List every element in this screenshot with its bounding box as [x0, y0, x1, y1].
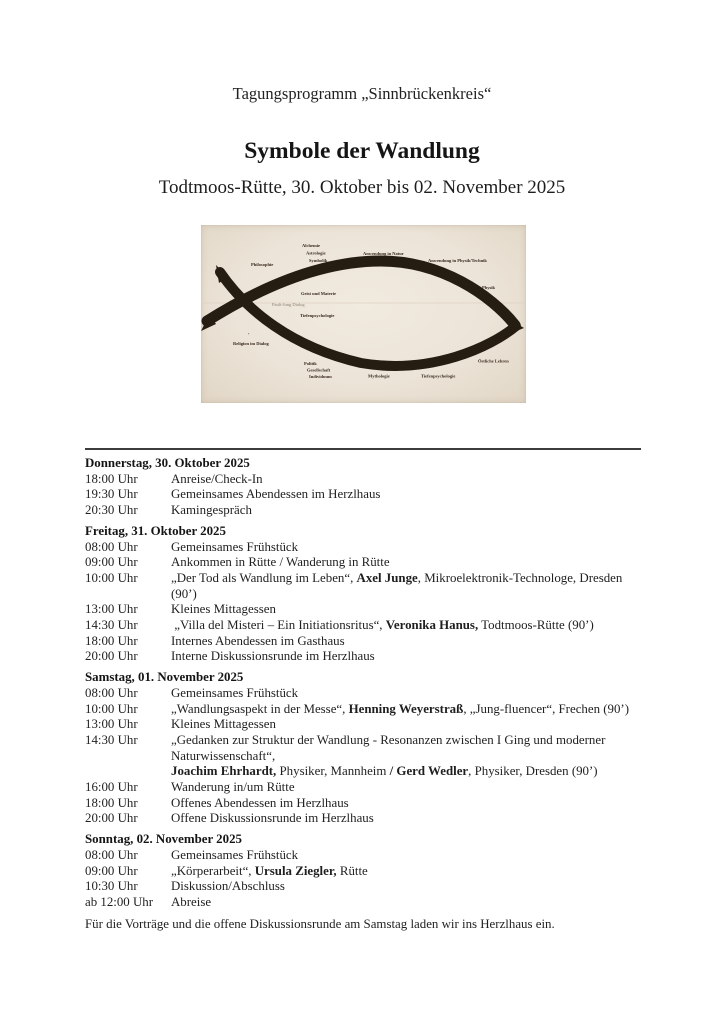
- schedule-description-line: [171, 649, 375, 665]
- schedule-time: 18:00 Uhr: [85, 795, 138, 810]
- schedule-description-line: [171, 503, 252, 519]
- schedule-description: [171, 879, 285, 895]
- schedule-row: [85, 864, 695, 880]
- schedule-description: [171, 487, 380, 503]
- day-section: [85, 670, 695, 827]
- description-text: Physiker, Mannheim: [276, 764, 390, 779]
- schedule-description-line: [171, 555, 390, 571]
- schedule-description-line: [171, 879, 285, 895]
- schedule-time: 08:00 Uhr: [85, 847, 138, 862]
- schedule-description: [171, 717, 276, 733]
- schedule-time: 14:30 Uhr: [85, 618, 138, 633]
- schedule-description-line: [171, 702, 629, 718]
- schedule-time: 08:00 Uhr: [85, 539, 138, 554]
- figure-label: Politik: [304, 361, 317, 366]
- schedule-description-line: [171, 587, 622, 603]
- speaker-name: Axel Junge: [356, 570, 418, 585]
- description-text: Kleines Mittagessen: [171, 717, 276, 732]
- schedule-description-line: [171, 733, 605, 749]
- schedule-description-line: [171, 472, 263, 488]
- fish-ichthys-drawing: [201, 225, 526, 403]
- schedule-description-line: [171, 717, 276, 733]
- schedule-description-line: [171, 540, 298, 556]
- schedule-time: 18:00 Uhr: [85, 633, 138, 648]
- schedule-description-line: [171, 848, 298, 864]
- speaker-name: / Gerd Wedler: [389, 764, 469, 779]
- description-text: Diskussion/Abschluss: [171, 879, 285, 894]
- schedule-description: [171, 895, 211, 911]
- description-text: Rütte: [336, 863, 368, 878]
- day-header: Samstag, 01. November 2025: [85, 670, 244, 685]
- schedule-row: [85, 733, 695, 780]
- schedule-description: [171, 634, 345, 650]
- schedule-time: 09:00 Uhr: [85, 555, 138, 570]
- schedule-row: [85, 618, 695, 634]
- schedule-description-line: [171, 749, 605, 765]
- description-text: (90’): [171, 586, 197, 601]
- schedule: [85, 456, 695, 916]
- schedule-description-line: [171, 764, 605, 780]
- day-header: Donnerstag, 30. Oktober 2025: [85, 456, 250, 470]
- schedule-row: [85, 571, 695, 602]
- schedule-description: [171, 540, 298, 556]
- schedule-description: [171, 733, 605, 780]
- schedule-row: [85, 649, 695, 665]
- schedule-row: [85, 879, 695, 895]
- description-text: Offenes Abendessen im Herzlhaus: [171, 795, 349, 810]
- schedule-time: 09:00 Uhr: [85, 863, 138, 878]
- day-section: [85, 524, 695, 665]
- schedule-description: [171, 555, 390, 571]
- description-text: Abreise: [171, 894, 212, 909]
- schedule-time: 13:00 Uhr: [85, 717, 138, 732]
- schedule-time: 13:00 Uhr: [85, 602, 138, 617]
- schedule-description: [171, 848, 298, 864]
- schedule-description: [171, 796, 349, 812]
- schedule-description: [171, 649, 375, 665]
- figure-label: Mythologie: [368, 373, 390, 379]
- description-text: Interne Diskussionsrunde im Herzlhaus: [171, 649, 375, 664]
- schedule-description-line: [171, 811, 374, 827]
- speaker-name: Ursula Ziegler,: [254, 863, 337, 878]
- description-text: Anreise/Check-In: [171, 471, 263, 486]
- description-text: Internes Abendessen im Gasthaus: [171, 633, 345, 648]
- figure-label: Östliche Lehren: [478, 358, 509, 364]
- day-header: Freitag, 31. Oktober 2025: [85, 523, 226, 538]
- schedule-time: 18:00 Uhr: [85, 471, 138, 486]
- schedule-row: [85, 503, 695, 519]
- figure-label: Philosophie: [251, 262, 274, 267]
- schedule-time: 14:30 Uhr: [85, 732, 138, 747]
- figure-label: Anwendung in Natur: [363, 251, 404, 256]
- footer-note: Für die Vorträge und die offene Diskussionsrunde am Samstag laden wir ins Herzlhaus ein.: [85, 917, 555, 931]
- description-text: Wanderung in/um Rütte: [171, 780, 295, 795]
- schedule-row: [85, 796, 695, 812]
- description-text: Kleines Mittagessen: [171, 602, 276, 617]
- schedule-time: 20:00 Uhr: [85, 811, 138, 826]
- schedule-row: [85, 895, 695, 911]
- schedule-description: [171, 702, 629, 718]
- description-text: Gemeinsames Abendessen im Herzlhaus: [171, 487, 381, 502]
- description-text: , „Jung-fluencer“, Frechen (90’): [463, 701, 630, 716]
- speaker-name: Veronika Hanus,: [385, 618, 479, 633]
- figure-label: Anwendung in Physik/Technik: [428, 258, 487, 263]
- figure-label: Tiefenpsychologie: [421, 373, 456, 379]
- schedule-time: 16:00 Uhr: [85, 780, 138, 795]
- schedule-row: [85, 472, 695, 488]
- figure-label: Religion im Dialog: [233, 341, 269, 346]
- description-text: , Mikroelektronik-Technologe, Dresden: [417, 570, 623, 585]
- figure-label: Astrologie: [306, 250, 326, 256]
- schedule-description-line: [171, 618, 594, 634]
- schedule-description-line: [171, 487, 380, 503]
- schedule-description: [171, 472, 263, 488]
- schedule-row: [85, 702, 695, 718]
- schedule-description-line: [171, 634, 345, 650]
- schedule-description: [171, 618, 594, 634]
- description-text: , Physiker, Dresden (90’): [468, 764, 598, 779]
- description-text: Gemeinsames Frühstück: [171, 685, 299, 700]
- description-text: Offene Diskussionsrunde im Herzlhaus: [171, 811, 374, 826]
- schedule-row: [85, 540, 695, 556]
- schedule-time: 19:30 Uhr: [85, 487, 138, 502]
- schedule-description-line: [171, 796, 349, 812]
- program-kicker: Tagungsprogramm „Sinnbrückenkreis“: [232, 84, 492, 103]
- figure-label: Geist und Materie: [301, 291, 336, 296]
- description-text: Gemeinsames Frühstück: [171, 847, 299, 862]
- schedule-time: 10:00 Uhr: [85, 570, 138, 585]
- schedule-description-line: [171, 686, 298, 702]
- schedule-description-line: [171, 864, 368, 880]
- schedule-description: [171, 864, 368, 880]
- schedule-time: 20:00 Uhr: [85, 649, 138, 664]
- schedule-row: [85, 686, 695, 702]
- page-title: Symbole der Wandlung: [244, 138, 480, 164]
- schedule-time: 10:00 Uhr: [85, 701, 138, 716]
- figure-label: Symbolik: [309, 258, 328, 263]
- day-section: [85, 456, 695, 519]
- schedule-time: 10:30 Uhr: [85, 879, 138, 894]
- schedule-time: ab 12:00 Uhr: [85, 894, 154, 909]
- schedule-description-line: [171, 571, 622, 587]
- schedule-row: [85, 848, 695, 864]
- description-text: „Körperarbeit“,: [171, 863, 255, 878]
- program-subtitle: Todtmoos-Rütte, 30. Oktober bis 02. November 2025: [158, 177, 566, 198]
- schedule-row: [85, 634, 695, 650]
- description-text: „Wandlungsaspekt in der Messe“,: [171, 701, 349, 716]
- schedule-description: [171, 780, 295, 796]
- description-text: Naturwissenschaft“,: [171, 748, 276, 763]
- schedule-row: [85, 780, 695, 796]
- schedule-row: [85, 602, 695, 618]
- description-text: „Gedanken zur Struktur der Wandlung - Resonanzen zwischen I Ging und moderner: [171, 732, 606, 747]
- schedule-description: [171, 602, 276, 618]
- description-text: „Villa del Misteri – Ein Initiationsritus“,: [171, 618, 386, 633]
- figure-label: ’: [248, 332, 250, 337]
- figure-label: Individuum: [309, 374, 332, 379]
- schedule-description-line: [171, 780, 295, 796]
- schedule-description: [171, 686, 298, 702]
- day-section: [85, 832, 695, 911]
- schedule-time: 20:30 Uhr: [85, 503, 138, 518]
- schedule-row: [85, 717, 695, 733]
- schedule-description: [171, 503, 252, 519]
- description-text: Kamingespräch: [171, 503, 252, 518]
- schedule-description: [171, 571, 622, 602]
- figure-label: Tiefenpsychologie: [300, 313, 335, 318]
- description-text: Gemeinsames Frühstück: [171, 539, 299, 554]
- schedule-time: 08:00 Uhr: [85, 685, 138, 700]
- schedule-row: [85, 487, 695, 503]
- description-text: Ankommen in Rütte / Wanderung in Rütte: [171, 555, 390, 570]
- description-text: Todtmoos-Rütte (90’): [478, 618, 594, 633]
- schedule-description-line: [171, 895, 211, 911]
- day-header: Sonntag, 02. November 2025: [85, 832, 242, 847]
- figure-label: Physik: [482, 285, 496, 290]
- figure-label: Gesellschaft: [307, 367, 331, 373]
- speaker-name: Joachim Ehrhardt,: [171, 764, 277, 779]
- schedule-description-line: [171, 602, 276, 618]
- schedule-row: [85, 555, 695, 571]
- figure-label: Alchemie: [302, 243, 320, 248]
- figure-label: Pauli-Jung Dialog: [272, 302, 305, 307]
- section-divider: [85, 448, 641, 450]
- description-text: „Der Tod als Wandlung im Leben“,: [171, 570, 357, 585]
- schedule-description: [171, 811, 374, 827]
- fish-symbol-figure: [201, 225, 526, 403]
- speaker-name: Henning Weyerstraß: [348, 701, 464, 716]
- schedule-row: [85, 811, 695, 827]
